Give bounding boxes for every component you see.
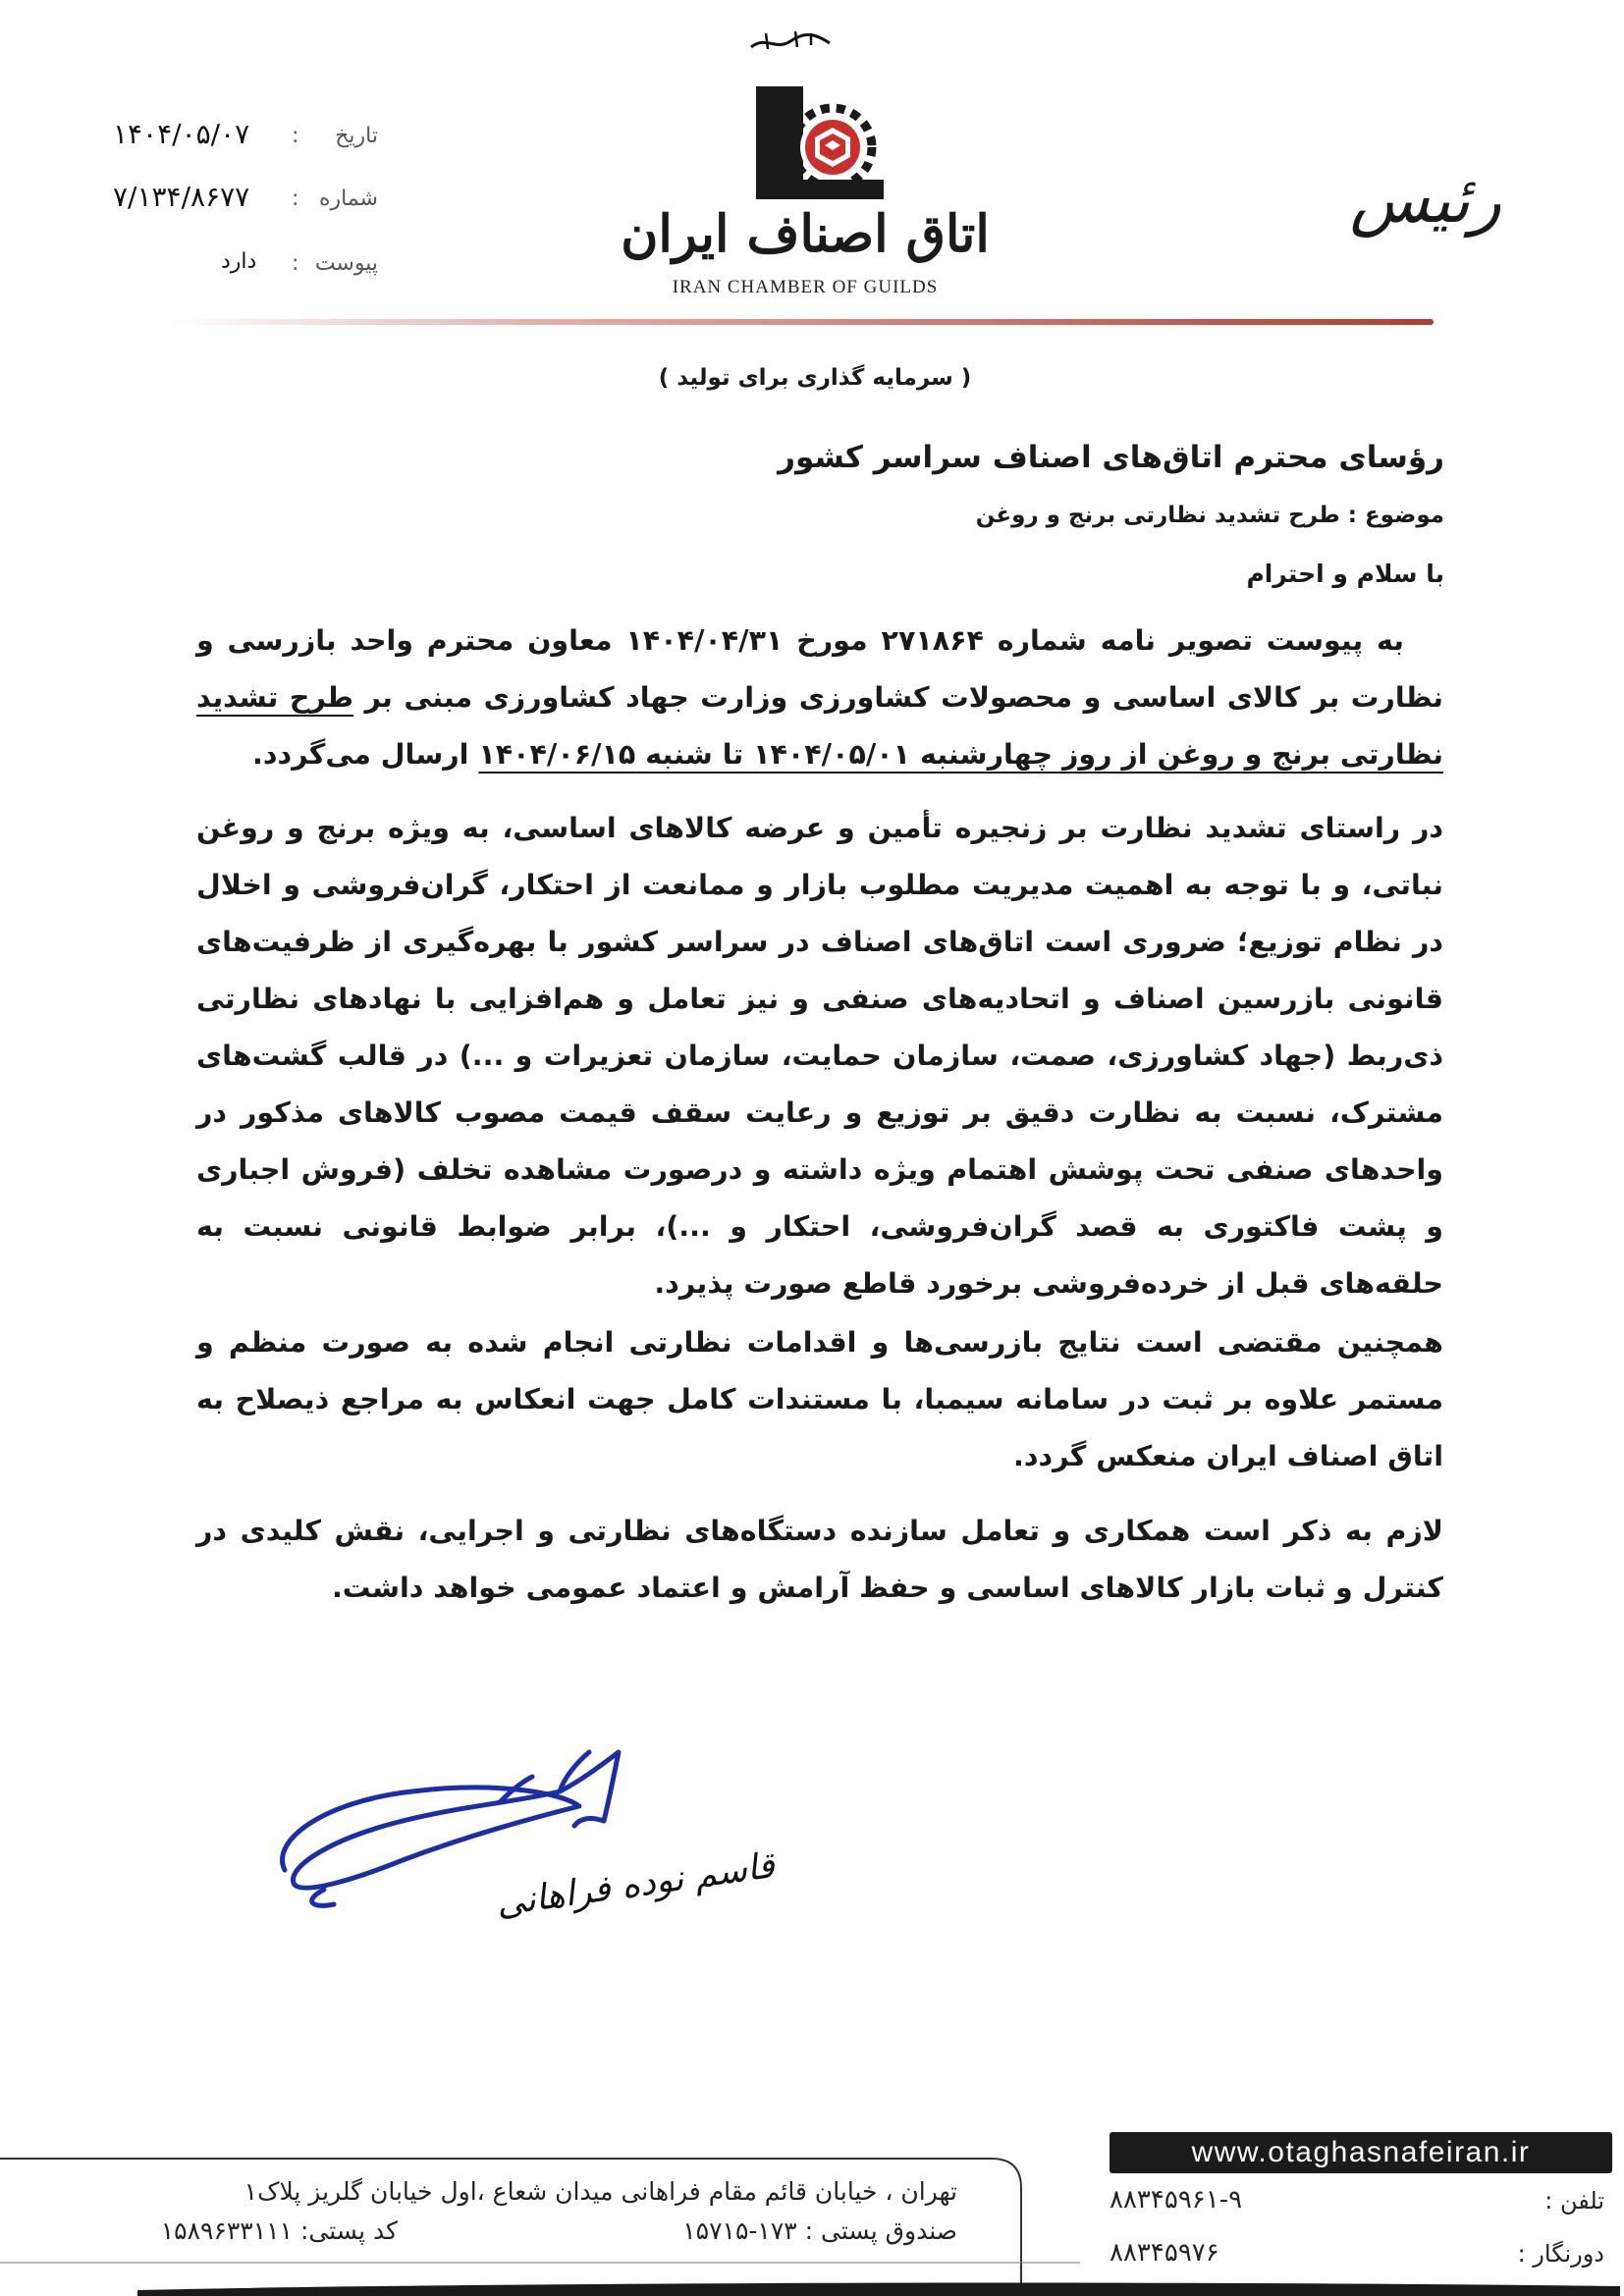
- signatory-name: قاسم نوده فراهانی: [493, 1845, 778, 1925]
- header-divider: [167, 319, 1434, 325]
- underlined-plan-dates: طرح تشدید نظارتی برنج و روغن از روز چهارشنبه ۱۴۰۴/۰۵/۰۱ تا شنبه ۱۴۰۴/۰۶/۱۵: [196, 681, 1443, 771]
- slogan: ( سرمایه گذاری برای تولید ): [658, 365, 972, 391]
- po-box: صندوق پستی : ۱۷۳-۱۵۷۱۵: [682, 2216, 957, 2245]
- date-label: تاریخ: [335, 124, 378, 148]
- phone-label: تلفن :: [1544, 2187, 1604, 2215]
- attachment-label: پیوست: [314, 251, 378, 276]
- president-title: رئیس: [1349, 162, 1501, 238]
- number-value: ۷/۱۳۴/۸۶۷۷: [113, 181, 250, 213]
- paragraph-2: در راستای تشدید نظارت بر زنجیره تأمین و عرضه کالاهای اساسی، به ویژه برنج و روغن نباتی، و با توجه به اهمیت مدیریت مطلوب بازار و ممانعت از احتکار، گران‌فروشی و اخلال در نظام توزیع؛ ضروری است اتاق‌های اصناف در سراسر کشور با بهره‌گیری از ظرفیت‌های قانونی بازرسین اصناف و اتحادیه‌های صنفی و نیز تعامل و هم‌افزایی با نهادهای نظارتی ذی‌ربط (جهاد کشاورزی، صمت، سازمان حمایت، سازمان تعزیرات و ...) در قالب گشت‌های مشترک، نسبت به نظارت دقیق بر توزیع و رعایت سقف قیمت مصوب کالاهای مذکور در واحدهای صنفی تحت پوشش اهتمام ویژه داشته و درصورت مشاهده تخلف (فروش اجباری و پشت فاکتوری به قصد گران‌فروشی، احتکار و ...)، برابر ضوابط قانونی نسبت به حلقه‌های قبل از خرده‌فروشی برخورد قاطع صورت پذیرد.: [196, 812, 1443, 1300]
- logo-persian-name: اتاق اصناف ایران: [621, 204, 990, 264]
- website-url: www.otaghasnafeiran.ir: [1110, 2132, 1612, 2173]
- phone-number: ۸۸۳۴۵۹۶۱-۹: [1110, 2185, 1243, 2215]
- date-value: ۱۴۰۴/۰۵/۰۷: [113, 118, 250, 150]
- meta-attachment: دارد : پیوست: [221, 249, 378, 276]
- number-label: شماره: [318, 187, 378, 211]
- greeting: با سلام و احترام: [1246, 560, 1444, 588]
- chamber-logo-emblem: [756, 86, 884, 199]
- subject-line: موضوع : طرح تشدید نظارتی برنج و روغن: [975, 503, 1444, 528]
- paragraph-4: لازم به ذکر است همکاری و تعامل سازنده دستگاه‌های نظارتی و اجرایی، نقش کلیدی در کنترل و ثبات بازار کالاهای اساسی و حفظ آرامش و اعتماد عمومی خواهد داشت.: [196, 1515, 1443, 1604]
- logo-english-name: IRAN CHAMBER OF GUILDS: [672, 277, 939, 297]
- meta-number: ۷/۱۳۴/۸۶۷۷ : شماره: [113, 181, 378, 213]
- attachment-value: دارد: [221, 249, 257, 274]
- besmellah-calligraphy: [746, 27, 835, 57]
- address-line: تهران ، خیابان قائم مقام فراهانی میدان شعاع ،اول خیابان گلریز پلاک۱: [244, 2177, 957, 2206]
- fax-label: دورنگار :: [1517, 2240, 1604, 2268]
- fax-number: ۸۸۳۴۵۹۷۶: [1110, 2238, 1219, 2268]
- paragraph-1: به پیوست تصویر نامه شماره ۲۷۱۸۶۴ مورخ ۱۴۰۴/۰۴/۳۱ معاون محترم واحد بازرسی و نظارت بر کالای اساسی و محصولات کشاورزی وزارت جهاد کشاورزی مبنی بر طرح تشدید نظارتی برنج و روغن از روز چهارشنبه ۱۴۰۴/۰۵/۰۱ تا شنبه ۱۴۰۴/۰۶/۱۵ ارسال می‌گردد.: [196, 624, 1443, 771]
- postal-code: کد پستی: ۱۵۸۹۶۳۳۱۱۱: [160, 2216, 398, 2245]
- recipient-line: رؤسای محترم اتاق‌های اصناف سراسر کشور: [778, 440, 1444, 475]
- paragraph-3: همچنین مقتضی است نتایج بازرسی‌ها و اقدامات نظارتی انجام شده به صورت منظم و مستمر علاوه بر ثبت در سامانه سیمبا، با مستندات کامل جهت انعکاس به مراجع ذیصلاح به اتاق اصناف ایران منعکس گردد.: [196, 1326, 1443, 1472]
- meta-date: ۱۴۰۴/۰۵/۰۷ : تاریخ: [113, 118, 378, 150]
